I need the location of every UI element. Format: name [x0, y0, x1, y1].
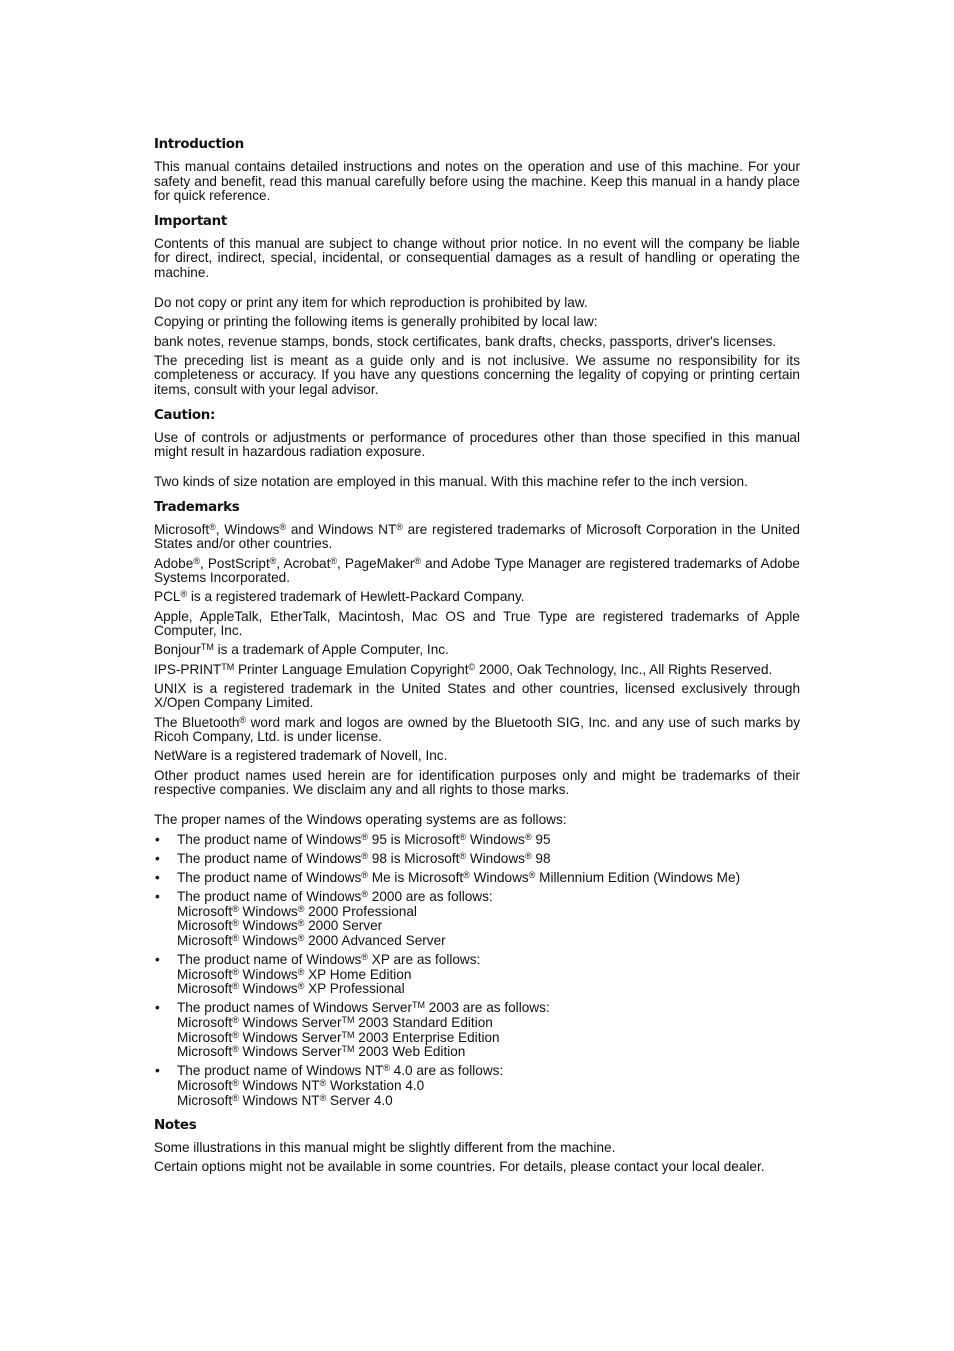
bullet-icon: • [155, 952, 160, 968]
bullet-icon: • [155, 869, 160, 885]
bullet-icon: • [155, 850, 160, 866]
trademark-apple: Apple, AppleTalk, EtherTalk, Macintosh, Mac OS and True Type are registered trademarks of Apple Computer, Inc. [154, 608, 800, 639]
windows-names-intro: The proper names of the Windows operating systems are as follows: [154, 812, 567, 828]
section-important [154, 213, 800, 398]
list-item: • The product names of Windows Server™ 2003 are as follows: Microsoft® Windows Server™ 2003 Standard Edition Microsoft® Windows Server™ 2003 Enterprise Edition Microsoft® Windows Server™ 2003 Web Edition [155, 1000, 550, 1060]
important-paragraph-3: Copying or printing the following items is generally prohibited by local law: [154, 314, 598, 330]
trademark-ips-print: IPS-PRINT™ Printer Language Emulation Copyright© 2000, Oak Technology, Inc., All Rights Reserved. [154, 661, 773, 677]
list-item: • The product name of Windows® Me is Microsoft® Windows® Millennium Edition (Windows Me) [155, 869, 741, 885]
trademark-other: Other product names used herein are for identification purposes only and might be trademarks of their respective companies. We disclaim any and all rights to those marks. [154, 767, 800, 798]
list-item: • The product name of Windows NT® 4.0 are as follows: Microsoft® Windows NT® Workstation 4.0 Microsoft® Windows NT® Server 4.0 [155, 1063, 504, 1108]
trademark-adobe: Adobe®, PostScript®, Acrobat®, PageMaker® and Adobe Type Manager are registered trademarks of Adobe Systems Incorporated. [154, 555, 800, 586]
heading-caution: Caution: [154, 407, 216, 423]
notes-paragraph-2: Certain options might not be available in some countries. For details, please contact your local dealer. [154, 1159, 765, 1175]
section-trademarks [154, 499, 800, 1108]
notes-paragraph-1: Some illustrations in this manual might be slightly different from the machine. [154, 1140, 616, 1156]
bullet-icon: • [155, 889, 160, 905]
caution-paragraph-2: Two kinds of size notation are employed in this manual. With this machine refer to the inch version. [154, 474, 748, 490]
trademark-unix: UNIX is a registered trademark in the United States and other countries, licensed exclusively through X/Open Company Limited. [154, 680, 800, 711]
heading-trademarks: Trademarks [154, 499, 240, 515]
trademark-netware: NetWare is a registered trademark of Novell, Inc. [154, 748, 448, 764]
important-paragraph-5: The preceding list is meant as a guide only and is not inclusive. We assume no responsibility for its completeness or accuracy. If you have any questions concerning the legality of copying or printing certain items, consult with your legal advisor. [154, 352, 800, 397]
bullet-icon: • [155, 831, 160, 847]
list-item: • The product name of Windows® 2000 are as follows: Microsoft® Windows® 2000 Professional Microsoft® Windows® 2000 Server Microsoft® Windows® 2000 Advanced Server [155, 889, 493, 948]
important-paragraph-2: Do not copy or print any item for which reproduction is prohibited by law. [154, 295, 588, 311]
trademark-bluetooth: The Bluetooth® word mark and logos are owned by the Bluetooth SIG, Inc. and any use of such marks by Ricoh Company, Ltd. is under license. [154, 714, 800, 745]
list-item: • The product name of Windows® 95 is Microsoft® Windows® 95 [155, 831, 551, 847]
section-introduction [154, 136, 800, 204]
important-paragraph-1: Contents of this manual are subject to change without prior notice. In no event will the company be liable for direct, indirect, special, incidental, or consequential damages as a result of handling or operating the machine. [154, 235, 800, 280]
trademark-bonjour: Bonjour™ is a trademark of Apple Computer, Inc. [154, 642, 449, 658]
list-item: • The product name of Windows® XP are as follows: Microsoft® Windows® XP Home Edition Microsoft® Windows® XP Professional [155, 952, 481, 997]
intro-paragraph: This manual contains detailed instructions and notes on the operation and use of this machine. For your safety and benefit, read this manual carefully before using the machine. Keep this manual in a handy place for quick reference. [154, 159, 800, 204]
bullet-icon: • [155, 1063, 160, 1079]
heading-introduction: Introduction [154, 137, 244, 152]
section-notes [154, 1117, 800, 1175]
heading-important: Important [154, 213, 227, 229]
list-item: • The product name of Windows® 98 is Microsoft® Windows® 98 [155, 850, 551, 866]
document-page [154, 136, 800, 1184]
important-paragraph-4: bank notes, revenue stamps, bonds, stock certificates, bank drafts, checks, passports, driver's licenses. [154, 333, 777, 349]
bullet-icon: • [155, 1000, 160, 1016]
trademark-pcl: PCL® is a registered trademark of Hewlett-Packard Company. [154, 589, 525, 605]
windows-names-list [154, 833, 800, 1109]
trademark-microsoft: Microsoft®, Windows® and Windows NT® are registered trademarks of Microsoft Corporation in the United States and/or other countries. [154, 521, 800, 552]
heading-notes: Notes [154, 1118, 197, 1134]
section-caution [154, 407, 800, 490]
caution-paragraph-1: Use of controls or adjustments or performance of procedures other than those specified in this manual might result in hazardous radiation exposure. [154, 429, 800, 460]
